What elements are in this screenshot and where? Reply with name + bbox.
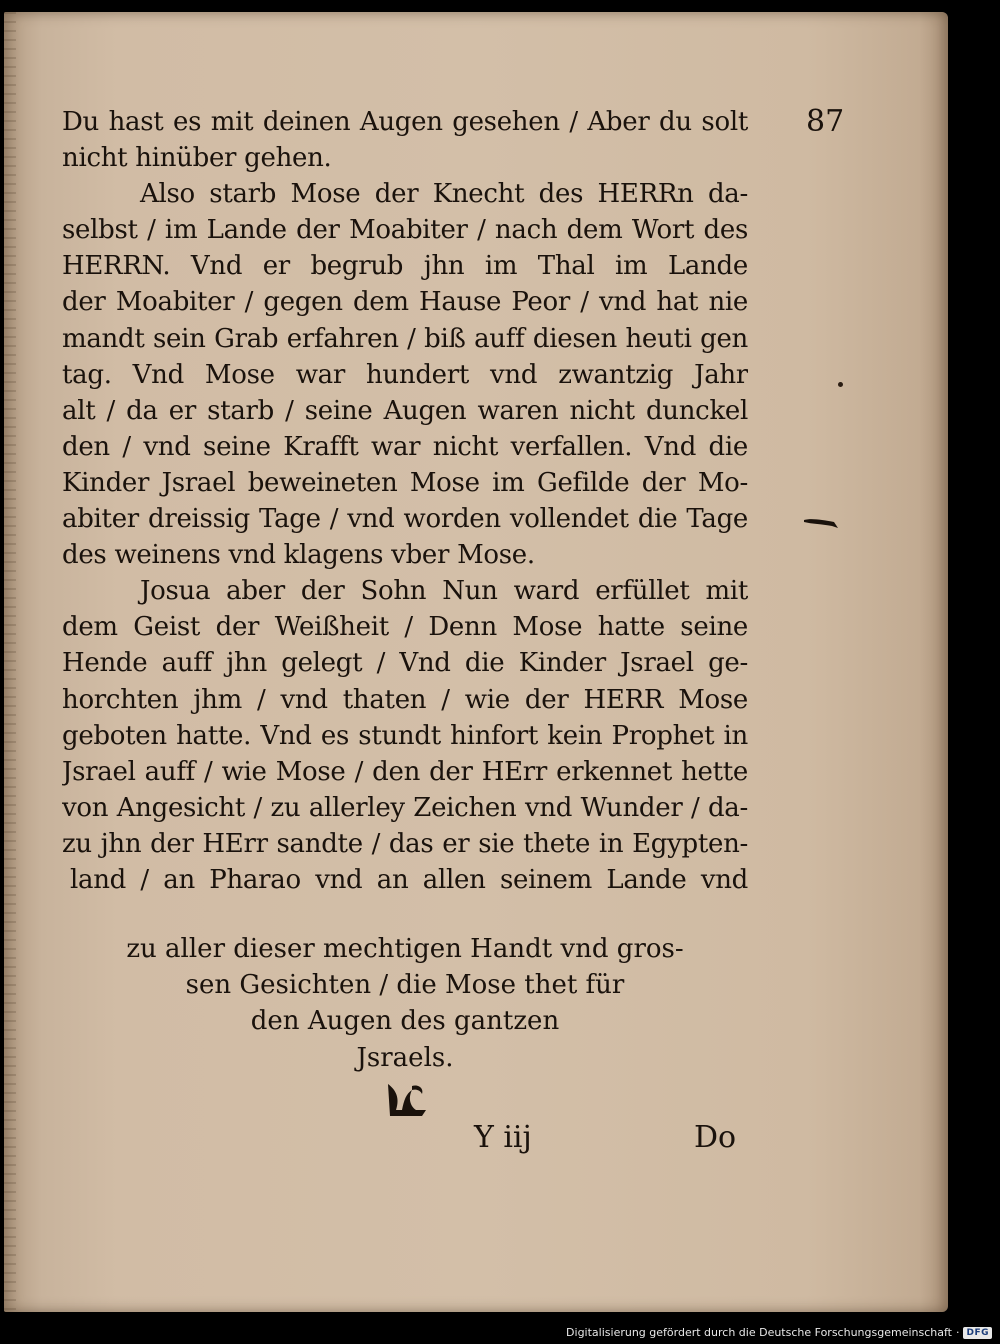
text-line: alt / da er starb / seine Augen waren nicht dunckel xyxy=(62,395,748,426)
text-line: Du hast es mit deinen Augen gesehen / Aber du solt xyxy=(62,107,748,137)
text-line: Kinder Jsrael beweineten Mose im Gefilde der Mo- xyxy=(62,467,748,498)
text-line: der Moabiter / gegen dem Hause Peor / vnd hat nie xyxy=(62,287,748,318)
catchword: Do xyxy=(694,1120,737,1155)
fleuron-ornament-icon xyxy=(382,1080,434,1120)
text-line: HERRN. Vnd er begrub jhn im Thal im Lande xyxy=(62,251,748,282)
taper-line: zu aller dieser mechtigen Handt vnd gros- xyxy=(126,934,684,964)
text-line: Also starb Mose der Knecht des HERRn da- xyxy=(140,179,748,210)
text-line: horchten jhm / vnd thaten / wie der HERR Mose xyxy=(62,684,748,715)
text-line: tag. Vnd Mose war hundert vnd zwantzig Jahr xyxy=(62,359,748,390)
taper-line: Jsraels. xyxy=(356,1043,454,1073)
text-line: Jsrael auff / wie Mose / den der HErr erkennet hette xyxy=(62,756,748,787)
text-line: Hende auff jhn gelegt / Vnd die Kinder Jsrael ge- xyxy=(62,648,748,679)
dfg-logo-icon: DFG xyxy=(963,1327,992,1339)
text-line: geboten hatte. Vnd es stundt hinfort kein Prophet in xyxy=(62,720,748,751)
footer-credit xyxy=(566,1326,992,1339)
taper-line: den Augen des gantzen xyxy=(250,1006,560,1036)
text-line: land / an Pharao vnd an allen seinem Lande vnd xyxy=(70,864,748,895)
text-line: zu jhn der HErr sandte / das er sie thete in Egypten- xyxy=(62,828,748,859)
text-line: abiter dreissig Tage / vnd worden vollendet die Tage xyxy=(62,504,748,535)
text-line: mandt sein Grab erfahren / biß auff diesen heuti gen xyxy=(62,323,748,354)
text-line: selbst / im Lande der Moabiter / nach dem Wort des xyxy=(62,215,748,246)
signature-mark: Y iij xyxy=(474,1120,532,1155)
marginal-dot xyxy=(838,382,843,387)
text-line: den / vnd seine Krafft war nicht verfallen. Vnd die xyxy=(62,431,748,462)
footer-separator: · xyxy=(955,1326,960,1339)
footer-text: Digitalisierung gefördert durch die Deutsche Forschungsgemeinschaft xyxy=(566,1326,952,1339)
text-line: des weinens vnd klagens vber Mose. xyxy=(62,540,535,571)
text-line: Josua aber der Sohn Nun ward erfüllet mit xyxy=(140,576,748,607)
text-line: nicht hinüber gehen. xyxy=(62,143,332,174)
marginal-pen-mark-icon xyxy=(802,512,842,536)
text-line: dem Geist der Weißheit / Denn Mose hatte seine xyxy=(62,612,748,643)
text-line: von Angesicht / zu allerley Zeichen vnd Wunder / da- xyxy=(62,792,748,823)
taper-line: sen Gesichten / die Mose thet für xyxy=(185,970,625,1000)
body-text xyxy=(62,104,748,898)
page-number: 87 xyxy=(806,104,845,139)
